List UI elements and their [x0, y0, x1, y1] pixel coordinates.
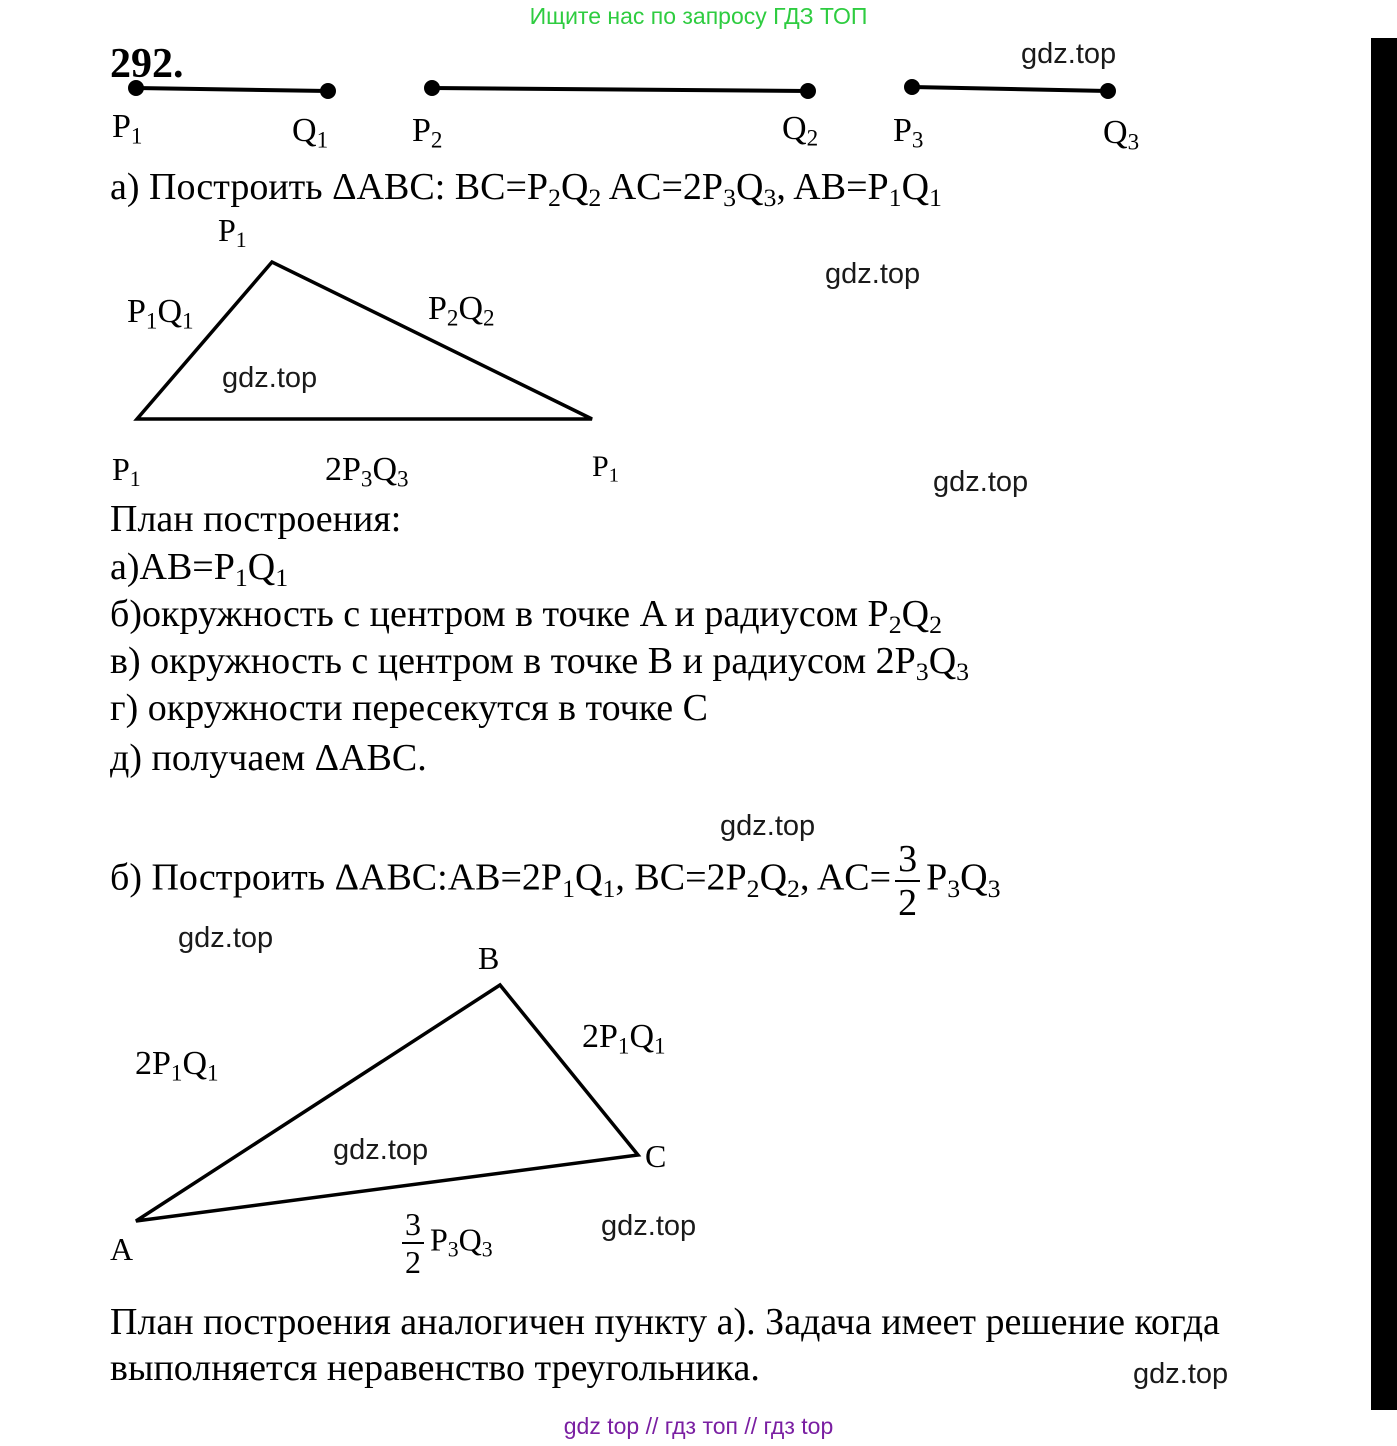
plan-step-v: в) окружность с центром в точке B и радиусом $2P_3Q_3$ [110, 640, 970, 687]
tri-b-vertex-a: A [110, 1231, 134, 1267]
triangle-a [137, 262, 592, 419]
label-q2: $Q_2$ [782, 110, 819, 152]
label-p2: $P_2$ [412, 112, 443, 154]
tri-a-bottom-mid-label: $2P_3Q_3$ [325, 451, 409, 493]
label-q3: $Q_3$ [1103, 114, 1140, 156]
point-p3 [906, 81, 918, 93]
plan-title: План построения: [110, 498, 402, 540]
label-p3: $P_3$ [893, 112, 924, 154]
conclusion-line-1: План построения аналогичен пункту а). Задача имеет решение когда [110, 1301, 1220, 1343]
fraction-3-2-small: $\frac{3}{2}$ [402, 1208, 424, 1278]
tri-a-bottom-left-label: $P_1$ [112, 451, 141, 492]
segment-p3q3 [912, 87, 1108, 91]
tri-b-vertex-b: B [478, 940, 500, 976]
triangle-b [136, 985, 638, 1221]
plan-step-g: г) окружности пересекутся в точке C [110, 687, 708, 729]
part-b-statement: б) Построить $\Delta ABC:AB=2P_1Q_1$, $BC=2P_2Q_2$, AC= $\frac{3}{2}$ $P_3Q_3$ [110, 838, 1001, 924]
segment-p1q1 [136, 88, 328, 91]
conclusion-line-2: выполняется неравенство треугольника. [110, 1347, 760, 1389]
header-banner[interactable]: Ищите нас по запросу ГДЗ ТОП [529, 3, 868, 29]
point-q1 [322, 85, 334, 97]
point-q3 [1102, 85, 1114, 97]
watermark: gdz.top [333, 1134, 429, 1166]
tri-a-left-side-label: $P_1Q_1$ [127, 293, 194, 335]
watermark: gdz.top [933, 466, 1029, 498]
segment-p2q2 [432, 88, 808, 91]
point-p2 [426, 82, 438, 94]
watermark: gdz.top [825, 258, 921, 290]
label-p1: $P_1$ [112, 108, 143, 150]
point-q2 [802, 85, 814, 97]
problem-number: 292. [110, 41, 184, 87]
part-a-statement: а) Построить ΔABC: $BC=P_2Q_2$ $AC=2P_3Q_3$, $AB=P_1Q_1$ [110, 166, 942, 213]
tri-a-right-side-label: $P_2Q_2$ [428, 290, 495, 332]
watermark: gdz.top [178, 922, 274, 954]
tri-b-vertex-c: C [645, 1138, 667, 1174]
fraction-3-2: $\frac{3}{2}$ [895, 840, 920, 922]
plan-step-a: $а)AB=P_1Q_1$ [110, 546, 289, 593]
plan-step-b: б)окружность с центром в точке A и радиусом $P_2Q_2$ [110, 593, 942, 640]
watermark: gdz.top [601, 1210, 697, 1242]
tri-b-right-side-label: $2P_1Q_1$ [582, 1018, 666, 1060]
footer-banner[interactable]: gdz top // гдз топ // гдз top [563, 1413, 834, 1439]
watermark: gdz.top [1133, 1358, 1229, 1390]
label-q1: $Q_1$ [292, 112, 329, 154]
watermark: gdz.top [1021, 38, 1117, 70]
plan-step-d: д) получаем ΔABC. [110, 737, 427, 779]
watermark: gdz.top [222, 362, 318, 394]
tri-b-left-side-label: $2P_1Q_1$ [135, 1045, 219, 1087]
tri-a-top-label: $P_1$ [218, 212, 247, 253]
tri-b-bottom-label: $\frac{3}{2}$ $P_3Q_3$ [398, 1208, 493, 1278]
tri-a-bottom-right-label: $P_1$ [592, 450, 619, 487]
watermark: gdz.top [720, 810, 816, 842]
